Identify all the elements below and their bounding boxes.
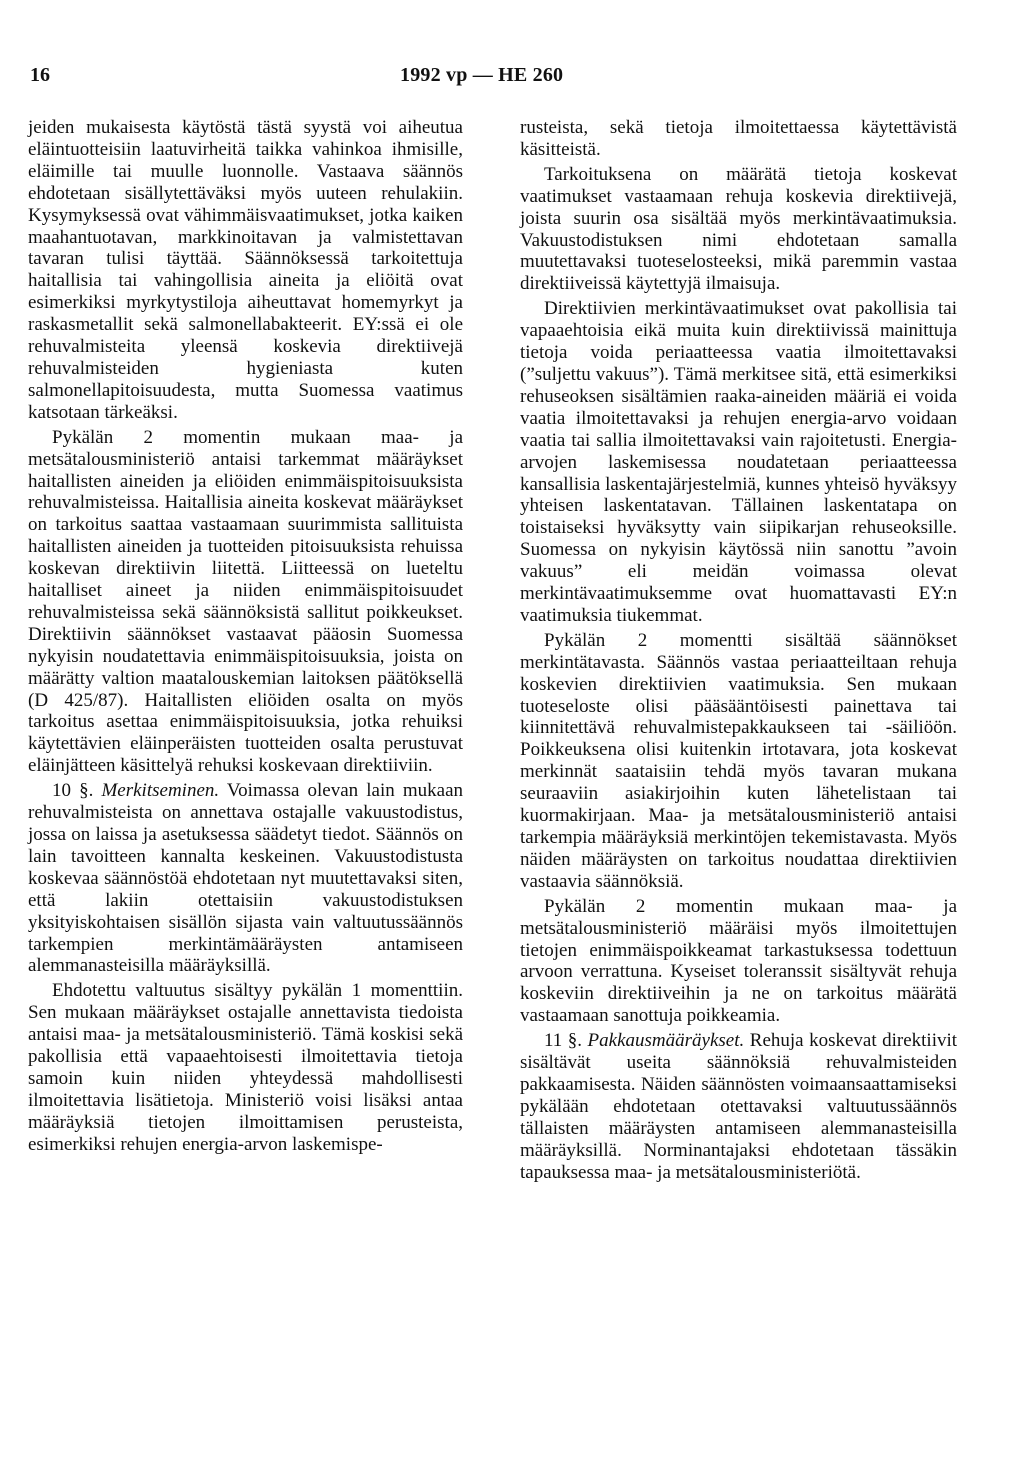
right-column [520,117,957,1187]
paragraph: Pykälän 2 momentin mukaan maa- ja metsätalousministeriö antaisi tarkemmat määräykset haitallisten aineiden ja eliöiden enimmäispitoisuuksista rehuvalmisteissa. Haitallisia aineita koskevat määräykset on tarkoitus saattaa vastaamaan suurimmista sallituista haitallisten aineiden ja tuotteiden pitoisuuksista rehuissa koskevan direktiivin liitettä. Liitteessä on lueteltu haitalliset aineet ja niiden enimmäispitoisuudet rehuvalmisteissa sekä säännöksistä sallitut poikkeukset. Direktiivin säännökset vastaavat pääosin Suomessa nykyisin noudatettavia enimmäispitoisuuksia, joista on määrätty valtion maatalouskemian laitoksen päätöksellä (D 425/87). Haitallisten eliöiden osalta on myös tarkoitus asettaa enimmäispitoisuuksia, jotka rehuiksi käytettävien eläinperäisten tuotteiden osalta perustuvat eläinjätteen käsittelyä rehuksi koskevaan direktiiviin. [28,426,463,777]
document-id: 1992 vp — HE 260 [400,64,564,86]
paragraph: Pykälän 2 momentti sisältää säännökset merkintätavasta. Säännös vastaa periaatteiltaan rehuja koskevien direktiivien vaatimuksia. Sen mukaan tuoteseloste olisi pääsääntöisesti painettava tai kiinnitettävä rehuvalmistepakkaukseen tai -säiliöön. Poikkeuksena olisi kuitenkin irtotavara, jota koskevat merkinnät saataisiin tehdä myös tavaran mukana seuraaviin asiakirjoihin kuten lähetelistaan tai kuormakirjaan. Maa- ja metsätalousministeriö antaisi tarkempia määräyksiä merkintöjen tekemistavasta. Myös näiden määräysten on tarkoitus noudattaa direktiivien vastaavia säännöksiä. [520,629,957,892]
section-number: 10 §. [52,780,94,802]
section-title: Pakkausmääräykset. [587,1030,745,1052]
paragraph: Ehdotettu valtuutus sisältyy pykälän 1 momenttiin. Sen mukaan määräykset ostajalle annettavista tiedoista antaisi maa- ja metsätalousministeriö. Tämä koskisi sekä pakollisia että vapaaehtoisesti ilmoitettavia tietoja samoin kuin niiden yhteydessä mahdollisesti ilmoitettavia lisätietoja. Ministeriö voisi lisäksi antaa määräyksiä tietojen ilmoittamisen perusteista, esimerkiksi rehujen energia-arvon laskemispe- [28,980,463,1155]
left-column [28,117,463,1159]
paragraph-section-11 [520,1030,957,1183]
section-title: Merkitseminen. [101,780,220,802]
paragraph: rusteista, sekä tietoja ilmoitettaessa käytettävistä käsitteistä. [520,117,957,160]
section-number: 11 §. [544,1030,583,1052]
section-text: Voimassa olevan lain mukaan rehuvalmisteista on annettava ostajalle vakuustodistus, jossa on laissa ja asetuksessa säädetyt tiedot. Säännös on lain tavoitteen kannalta keskeinen. Vakuustodistusta koskevaa säännöstöä ehdotetaan nyt muutettavaksi siten, että lakiin otettaisiin vakuustodistuksen yksityiskohtaisen sisällön sijasta vain valtuutussäännös tarkempien merkintämääräysten antamiseen alemmanasteisilla määräyksillä. [28,780,463,977]
page-number: 16 [30,64,50,86]
paragraph: Direktiivien merkintävaatimukset ovat pakollisia tai vapaaehtoisia eikä muita kuin direktiivissä mainittuja tietoja voida periaatteessa vaatia ilmoitettavaksi (”suljettu vakuus”). Tämä merkitsee sitä, että esimerkiksi rehuseoksen sisältämien raaka-aineiden määriä ei voida vaatia ilmoitettavaksi ja rehujen energia-arvo voidaan vaatia tai sallia ilmoitettavaksi vain rajoitetusti. Energia-arvojen laskemisessa noudatetaan periaatteessa kansallisia laskentajärjestelmiä, kunnes yhteisö hyväksyy yhteisen laskentatavan. Tällainen laskentatapa on toistaiseksi hyväksytty vain siipikarjan rehuseoksille. Suomessa on nykyisin käytössä niin sanottu ”avoin vakuus” eli meidän voimassa olevat merkintävaatimuksemme ovat huomattavasti EY:n vaatimuksia tiukemmat. [520,298,957,626]
paragraph: Tarkoituksena on määrätä tietoja koskevat vaatimukset vastaamaan rehuja koskevia direktiivejä, joista suurin osa sisältää myös merkintävaatimuksia. Vakuustodistuksen nimi ehdotetaan samalla muutettavaksi tuoteselosteeksi, mikä paremmin vastaa direktiiveissä käytettyjä ilmaisuja. [520,163,957,295]
paragraph: jeiden mukaisesta käytöstä tästä syystä voi aiheutua eläintuotteisiin laatuvirheitä taikka vahinkoa ihmisille, eläimille tai muulle luonnolle. Vastaava säännös ehdotetaan sisällytettäväksi myös uuteen rehulakiin. Kysymyksessä ovat vähimmäisvaatimukset, jotka kaiken maahantuotavan, markkinoitavan ja valmistettavan tavaran tulisi täyttää. Säännöksessä tarkoitettuja haitallisia tai vahingollisia aineita ja eliöitä ovat esimerkiksi myrkytystiloja aiheuttavat homemyrkyt ja raskasmetallit sekä salmonellabakteerit. EY:ssä ei ole rehuvalmisteita yleensä koskevia direktiivejä rehuvalmisteiden hygieniasta kuten salmonellapitoisuudesta, mutta Suomessa vaatimus katsotaan tärkeäksi. [28,117,463,423]
paragraph: Pykälän 2 momentin mukaan maa- ja metsätalousministeriö määräisi myös ilmoitettujen tietojen enimmäispoikkeamat tarkastuksessa todettuun arvoon verrattuna. Kyseiset toleranssit sisältyvät rehuja koskeviin direktiiveihin ja ne on tarkoitus määrätä vastaamaan sanottuja poikkeamia. [520,895,957,1027]
paragraph-section-10 [28,780,463,977]
section-text: Rehuja koskevat direktiivit sisältävät useita säännöksiä rehuvalmisteiden pakkaamisesta. Näiden säännösten voimaansaattamiseksi pykälään ehdotetaan otettavaksi valtuutussäännös tällaisten määräysten antamiseen alemmanasteisilla määräyksillä. Norminantajaksi ehdotetaan tässäkin tapauksessa maa- ja metsätalousministeriötä. [520,1030,958,1183]
page-header [30,64,964,90]
